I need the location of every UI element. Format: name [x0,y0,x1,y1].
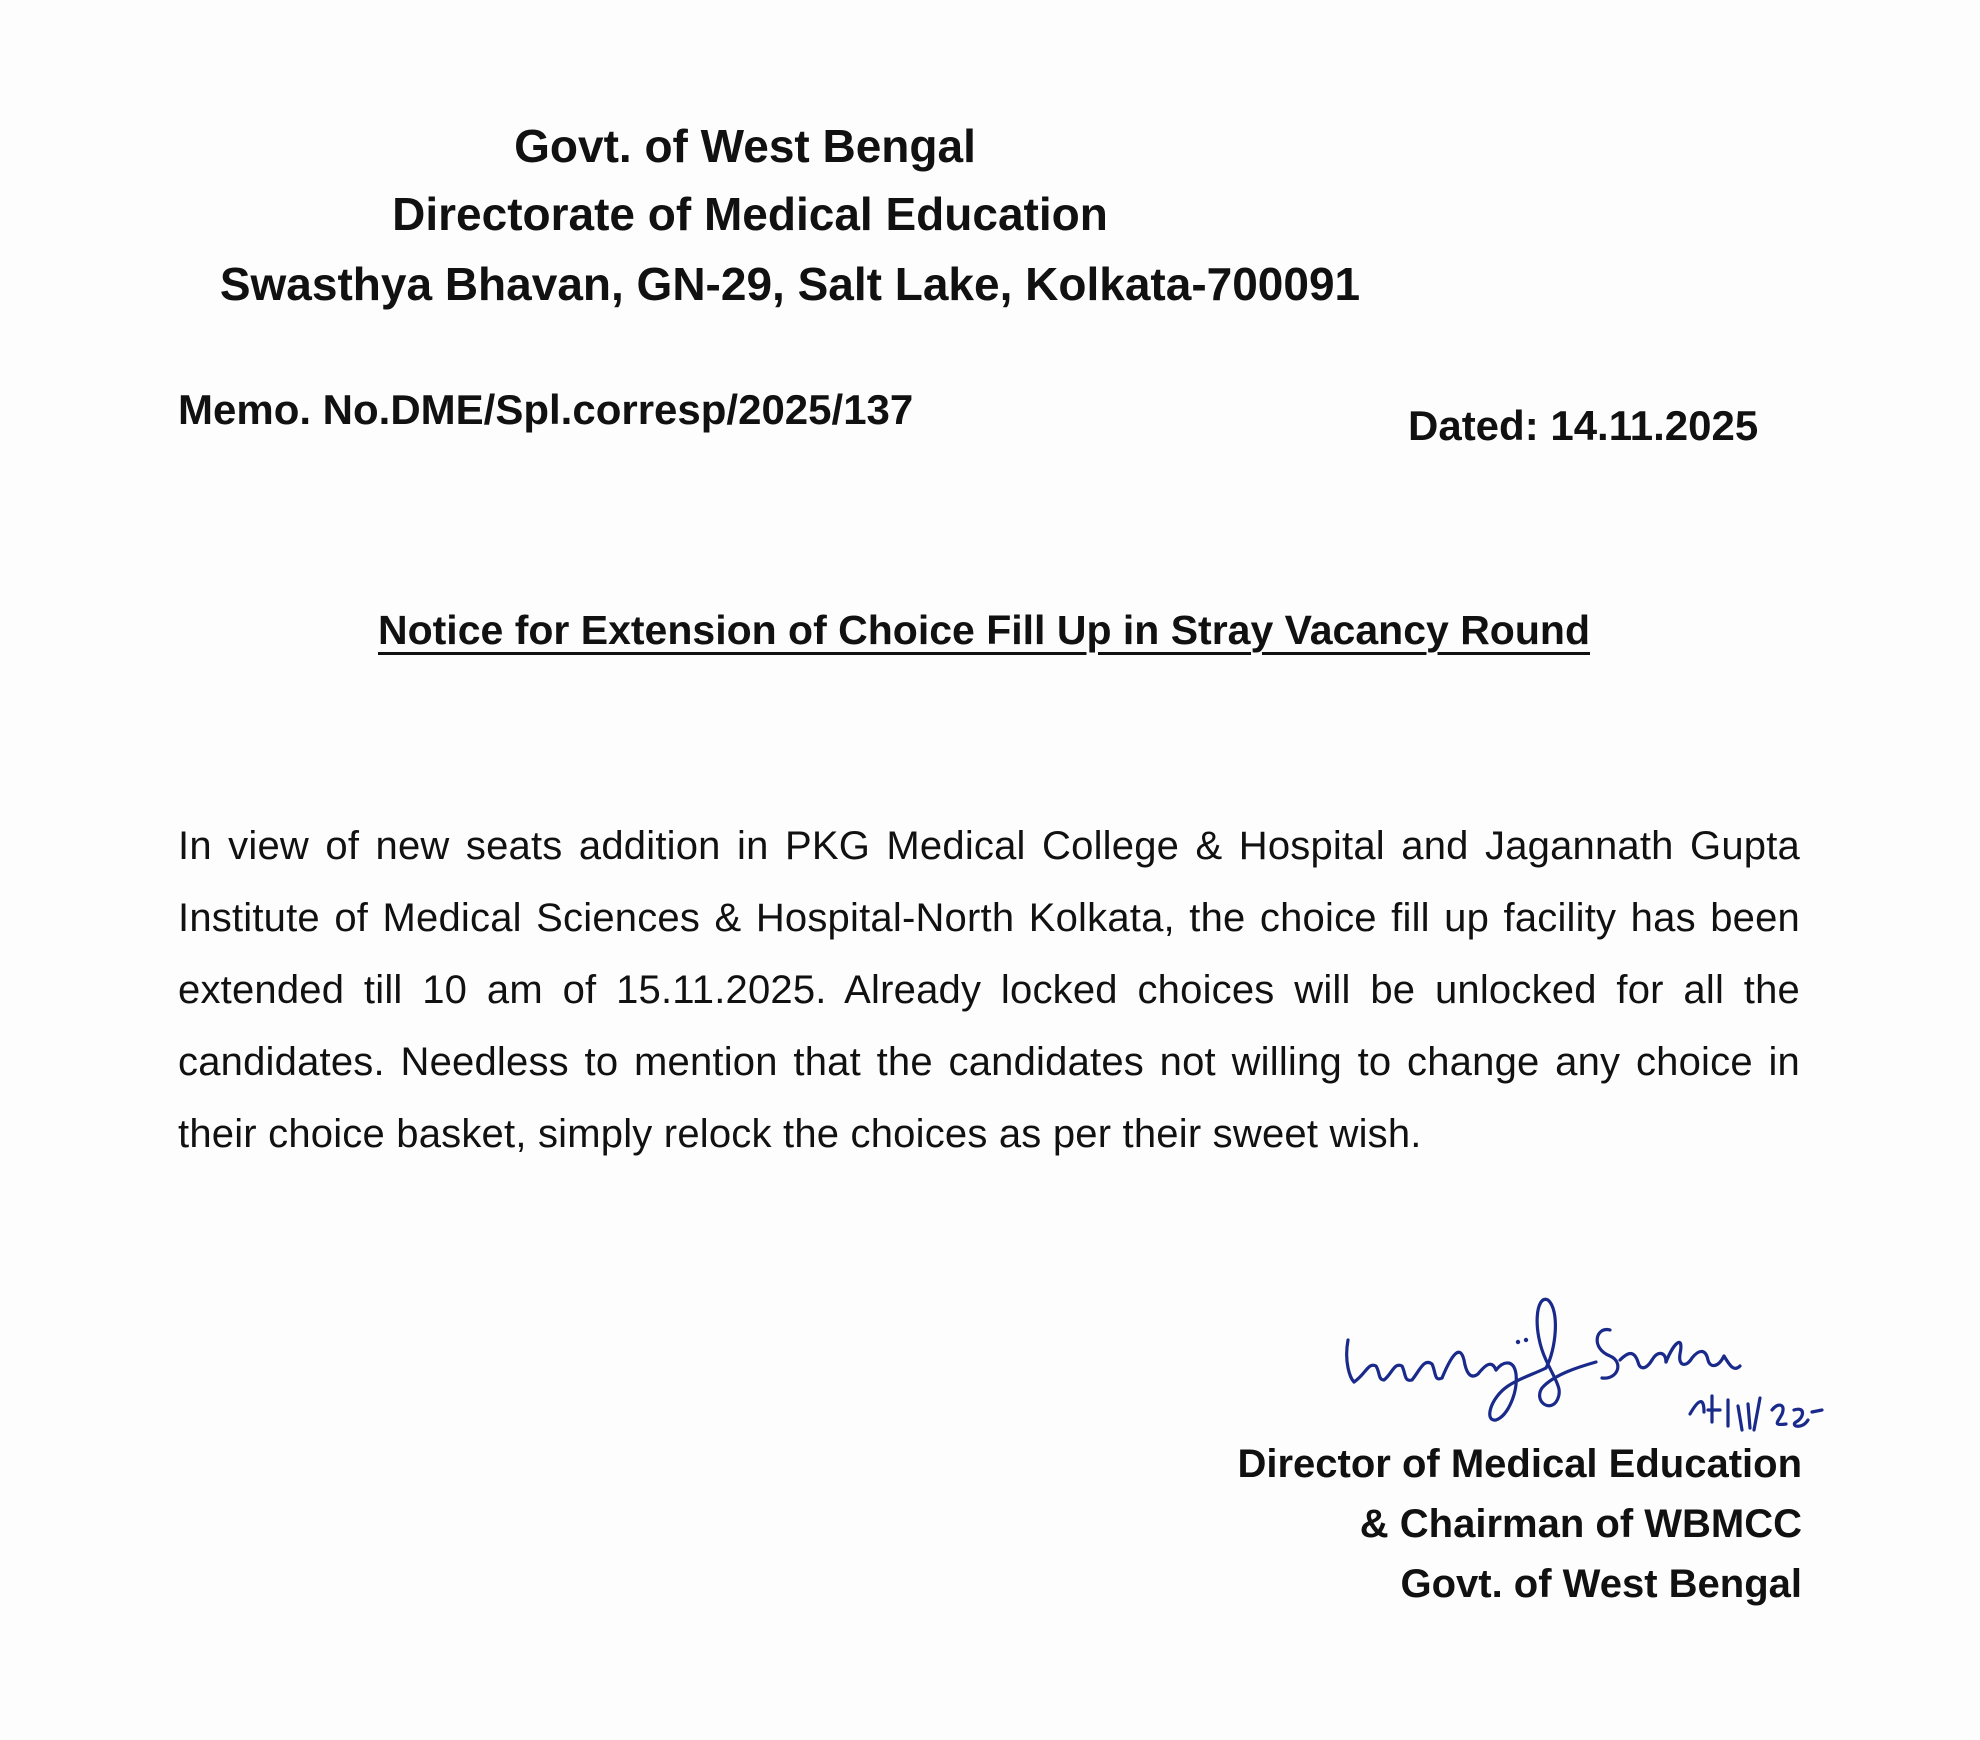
letterhead-directorate: Directorate of Medical Education [392,188,1108,240]
signatory-chairman: & Chairman of WBMCC [1359,1502,1802,1546]
memo-date: Dated: 14.11.2025 [1408,402,1759,449]
notice-subject: Notice for Extension of Choice Fill Up in Stray Vacancy Round [378,607,1590,653]
notice-body: In view of new seats addition in PKG Medical College & Hospital and Jagannath Gupta Institute of Medical Sciences & Hospital-North Kolkata, the choice fill up facility has been extended till 10 am of 15.11.2025. Already locked choices will be unlocked for all the candidates. Needless to mention that the candidates not willing to change any choice in their choice basket, simply relock the choices as per their sweet wish. [178,824,1800,1156]
letterhead-address: Swasthya Bhavan, GN-29, Salt Lake, Kolkata-700091 [219,258,1361,310]
memo-number: Memo. No.DME/Spl.corresp/2025/137 [178,386,914,433]
handwritten-signature [1320,1270,1880,1460]
signatory-government: Govt. of West Bengal [1400,1562,1802,1606]
signature-date-text: 14/11/25 [1320,1270,1324,1271]
signatory-block [1237,1434,1802,1614]
letterhead-government: Govt. of West Bengal [514,120,976,172]
signatory-designation: Director of Medical Education [1237,1442,1802,1486]
